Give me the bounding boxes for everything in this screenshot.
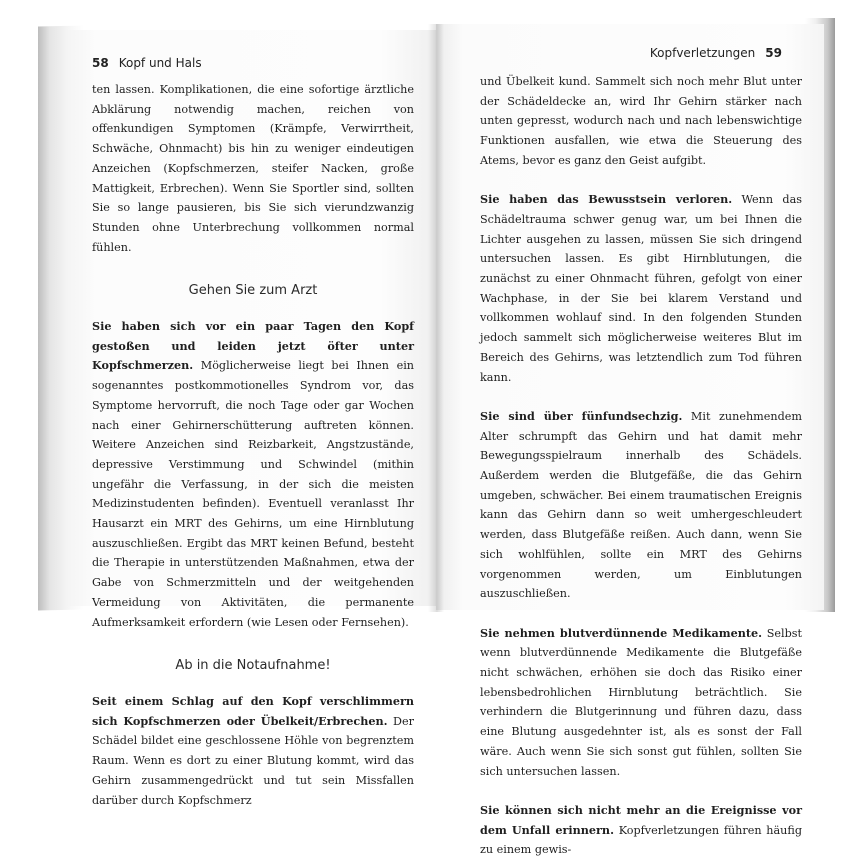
left-page-header	[92, 56, 202, 70]
left-paragraph-3-lead: Seit einem Schlag auf den Kopf verschlimmern sich Kopfschmerzen oder Übelkeit/Erbrechen.	[92, 693, 414, 728]
right-paragraph-4	[480, 624, 802, 782]
right-paragraph-2	[480, 190, 802, 387]
heading-ab-in-die-notaufnahme: Ab in die Notaufnahme!	[175, 658, 331, 674]
right-paragraph-3	[480, 407, 802, 604]
left-page	[66, 30, 436, 807]
right-paragraph-1: und Übelkeit kund. Sammelt sich noch mehr Blut unter der Schädeldecke an, wird Ihr Gehirn stärker nach unten gepresst, wodurch nach und nach lebenswichtige Funktionen ausfallen, wie etwa die Steuerung des Atems, bevor es ganz den Geist aufgibt.	[480, 75, 802, 167]
right-page-number: 59	[765, 46, 782, 60]
right-paragraph-2-lead: Sie haben das Bewusstsein verloren.	[480, 192, 733, 207]
right-paragraph-2-body: Wenn das Schädeltrauma schwer genug war, um bei Ihnen die Lichter ausgehen zu lassen, müssen Sie sich dringend untersuchen lassen. Es gibt Hirnblutungen, die zunächst zu einer Ohnmacht führen, gefolgt von einer Wachphase, in der Sie bei klarem Verstand und vollkommen wohlauf sind. In den folgenden Stunden jedoch sammelt sich möglicherweise weiteres Blut im Bereich des Gehirns, was letztendlich zum Tod führen kann.	[480, 193, 802, 384]
right-paragraph-5	[480, 801, 802, 860]
right-paragraph-5-body: Kopfverletzungen führen häufig zu einem gewis-	[480, 823, 802, 857]
left-paragraph-2-body: Möglicherweise liegt bei Ihnen ein sogenanntes postkommotionelles Syndrom vor, das Symptome hervorruft, die noch Tage oder gar Wochen nach einer Gehirnerschütterung auftreten können. Weitere Anzeichen sind Reizbarkeit, Angstzustände, depressive Verstimmung und Schwindel (mithin ungefähr die Verfassung, in der sich die meisten Medizinstudenten befinden). Eventuell veranlasst Ihr Hausarzt ein MRT des Gehirns, um eine Hirnblutung auszuschließen. Ergibt das MRT keinen Befund, besteht die Therapie in unterstützenden Maßnahmen, etwa der Gabe von Schmerzmitteln und der weitgehenden Vermeidung von Aktivitäten, die permanente Aufmerksamkeit erfordern (wie Lesen oder Fernsehen).	[92, 359, 414, 629]
book-gutter	[428, 24, 444, 612]
left-paragraph-3	[92, 692, 414, 810]
right-paragraph-4-body: Selbst wenn blutverdünnende Medikamente die Blutgefäße nicht schwächen, erhöhen sie doch das Risiko einer lebensbedrohlichen Hirnblutung beträchtlich. Sie verhindern die Blutgerinnung und führen dazu, dass eine Blutung ausgedehnter ist, als es sonst der Fall wäre. Auch wenn Sie sich sonst gut fühlen, sollten Sie sich untersuchen lassen.	[480, 626, 802, 778]
left-page-number: 58	[92, 56, 109, 70]
left-paragraph-2	[92, 317, 414, 632]
right-paragraph-4-lead: Sie nehmen blutverdünnende Medikamente.	[480, 625, 763, 640]
right-running-head: Kopfverletzungen	[649, 46, 756, 60]
right-paragraph-5-lead: Sie können sich nicht mehr an die Ereignisse vor dem Unfall erinnern.	[480, 802, 802, 837]
right-page-header	[650, 46, 782, 60]
right-paragraph-3-body: Mit zunehmendem Alter schrumpft das Gehirn und hat damit mehr Bewegungsspielraum innerhalb des Schädels. Außerdem werden die Blutgefäße, die das Gehirn umgeben, schwächer. Bei einem traumatischen Ereignis kann das Gehirn dann so weit umhergeschleudert werden, dass Blutgefäße reißen. Auch dann, wenn Sie sich wohlfühlen, sollte ein MRT des Gehirns vorgenommen werden, um Einblutungen auszuschließen.	[480, 409, 802, 601]
right-paragraph-3-lead: Sie sind über fünfundsechzig.	[480, 408, 683, 423]
left-paragraph-3-body: Der Schädel bildet eine geschlossene Höhle von begrenztem Raum. Wenn es dort zu einer Blutung kommt, wird das Gehirn zusammengedrückt und tut sein Missfallen darüber durch Kopfschmerz	[92, 714, 414, 807]
left-page-body	[92, 80, 414, 810]
left-paragraph-1: ten lassen. Komplikationen, die eine sofortige ärztliche Abklärung notwendig machen, reichen von offenkundigen Symptomen (Krämpfe, Verwirrtheit, Schwäche, Ohnmacht) bis hin zu weniger eindeutigen Anzeichen (Kopfschmerzen, steifer Nacken, große Mattigkeit, Erbrechen). Wenn Sie Sportler sind, sollten Sie so lange pausieren, bis Sie sich vierundzwanzig Stunden ohne Unterbrechung vollkommen normal fühlen.	[92, 83, 414, 254]
left-running-head: Kopf und Hals	[118, 56, 202, 70]
left-paragraph-2-lead: Sie haben sich vor ein paar Tagen den Kopf gestoßen und leiden jetzt öfter unter Kopfschmerzen.	[92, 319, 414, 373]
right-page-body	[480, 72, 802, 860]
heading-gehen-sie-zum-arzt: Gehen Sie zum Arzt	[188, 283, 318, 299]
right-page	[436, 24, 824, 857]
